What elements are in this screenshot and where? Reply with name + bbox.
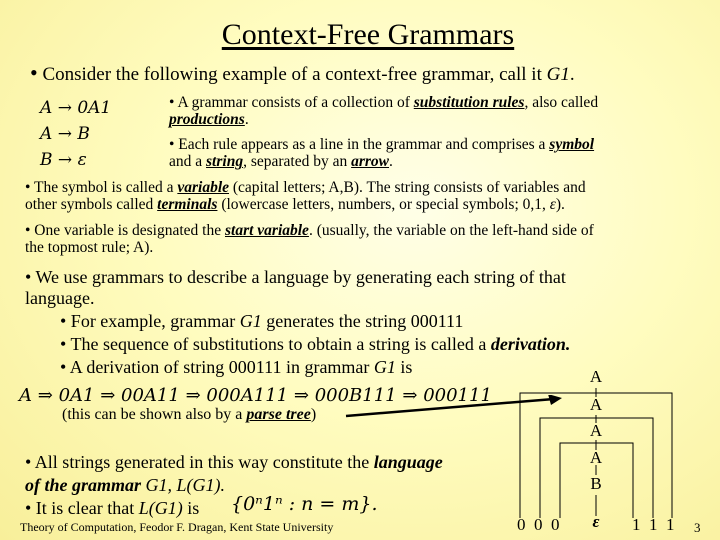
tree-leaves-left: 0 0 0: [517, 515, 560, 534]
intro-grammar-name: G1: [546, 64, 570, 85]
rule-2: A → B: [40, 124, 90, 144]
tree-node-b: B: [590, 474, 602, 493]
language-line-1: • We use grammars to describe a language by generating each string of that: [25, 267, 566, 287]
tree-node-a3: A: [589, 421, 603, 440]
language-line-5: • A derivation of string 000111 in grammar G1 is: [60, 357, 413, 377]
tree-leaves-right: 1 1 1: [632, 515, 675, 534]
language-line-2: language.: [25, 288, 95, 308]
footer-credit: Theory of Computation, Feodor F. Dragan, Kent State University: [20, 520, 334, 534]
tree-node-a1: A: [589, 367, 603, 386]
conclusion-line-2: of the grammar G1, L(G1).: [25, 475, 226, 495]
language-line-4: • The sequence of substitutions to obtain a string is called a derivation.: [60, 334, 571, 354]
conclusion-line-1: • All strings generated in this way constitute the language: [25, 452, 443, 472]
rule-1: A → 0A1: [40, 98, 112, 118]
language-line-3: • For example, grammar G1 generates the string 000111: [60, 311, 464, 331]
slide-title: Context-Free Grammars: [221, 18, 515, 51]
side-note-2: • Each rule appears as a line in the grammar and comprises a symbol and a string, separated by an arrow.: [169, 136, 595, 170]
tree-leaf-epsilon: ε: [592, 512, 600, 531]
derivation: A ⇒ 0A1 ⇒ 00A11 ⇒ 000A111 ⇒ 000B111 ⇒ 000111: [19, 385, 492, 406]
side-note-1: • A grammar consists of a collection of substitution rules, also called productions.: [169, 94, 599, 128]
conclusion-line-3: • It is clear that L(G1) is: [25, 498, 200, 518]
intro-line: • Consider the following example of a context-free grammar, call it G1.: [30, 60, 575, 85]
rule-3: B → ε: [40, 150, 87, 170]
start-variable-note: • One variable is designated the start variable. (usually, the variable on the left-hand side of the topmost rule; A).: [25, 222, 594, 256]
intro-bullet: •: [30, 60, 38, 85]
tree-node-a2: A: [589, 395, 603, 414]
language-set: {0ⁿ1ⁿ : n = m}.: [231, 493, 378, 515]
tree-node-a4: A: [589, 448, 603, 467]
parse-tree-note: (this can be shown also by a parse tree): [62, 406, 317, 423]
variables-note: • The symbol is called a variable (capital letters; A,B). The string consists of variables and other symbols called terminals (lowercase letters, numbers, or special symbols; 0,1, ε).: [25, 179, 586, 213]
intro-text: Consider the following example of a context-free grammar, call it: [42, 64, 547, 85]
page-number: 3: [694, 520, 701, 535]
